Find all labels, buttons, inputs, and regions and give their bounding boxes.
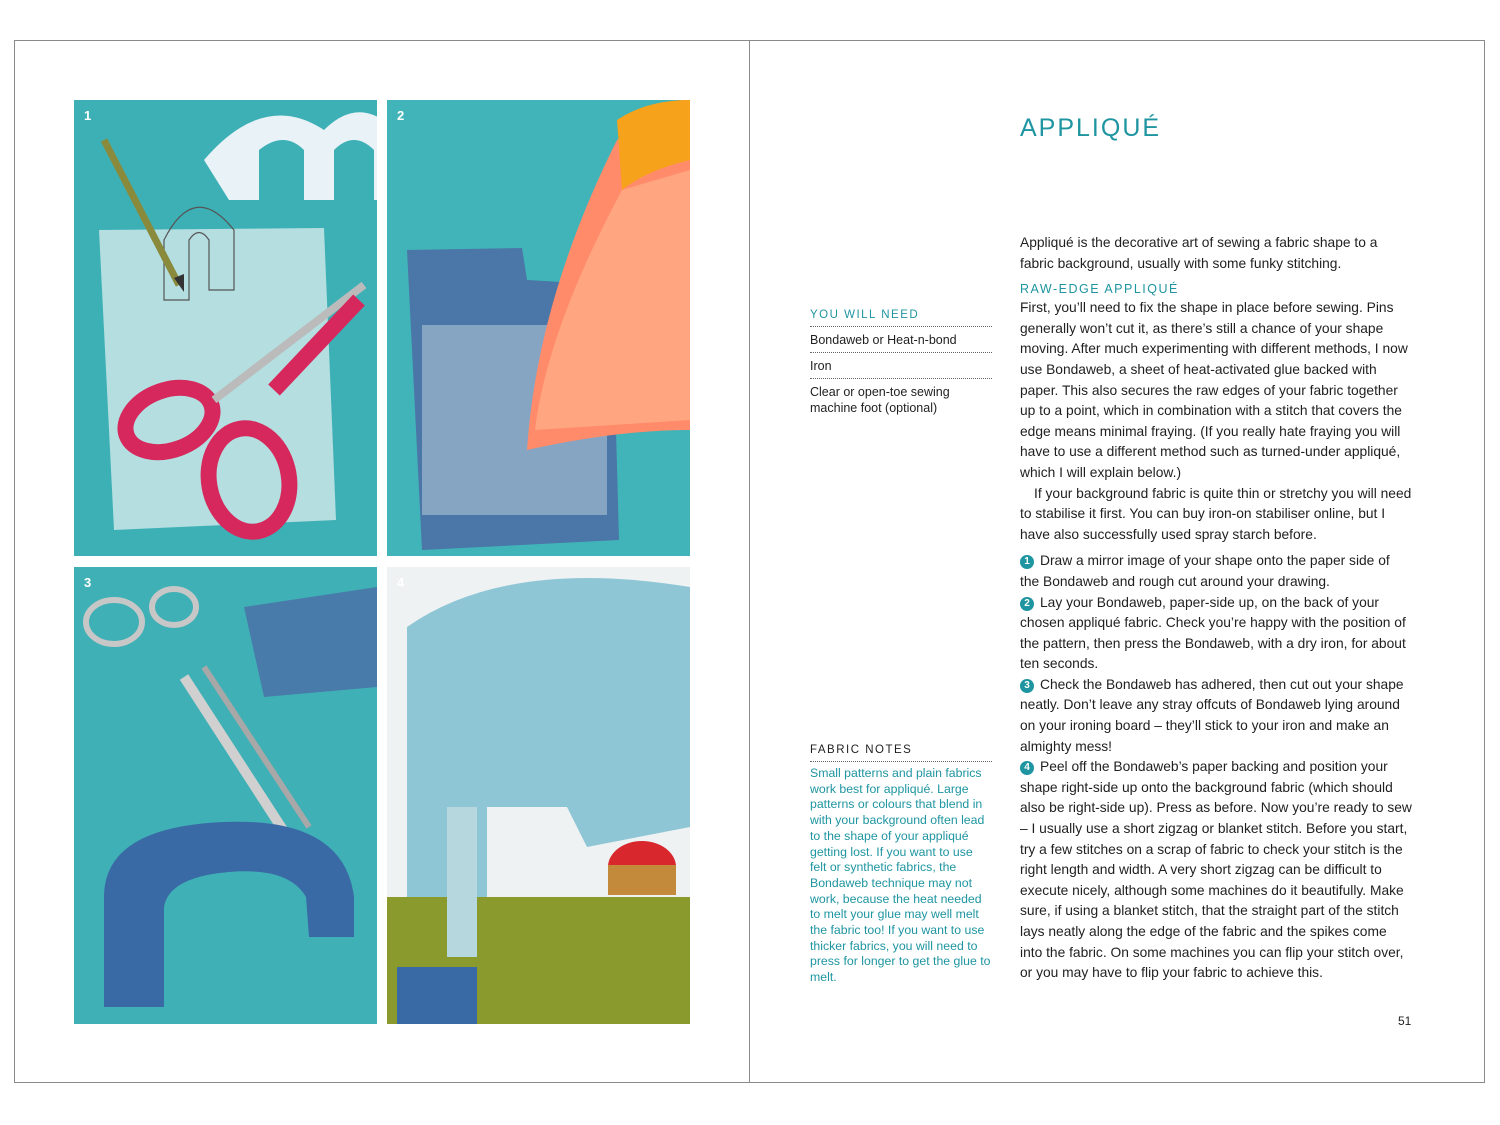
- step-text: Lay your Bondaweb, paper-side up, on the back of your chosen appliqué fabric. Check you’re happy with the position of the pattern, then press the Bondaweb, with a dry iron, for about ten seconds.: [1020, 594, 1406, 672]
- need-item: Clear or open-toe sewing machine foot (optional): [810, 385, 950, 415]
- fabric-notes-text: Small patterns and plain fabrics work best for appliqué. Large patterns or colours that blend in with your background often lead to the shape of your appliqué getting lost. If you want to use felt or synthetic fabrics, the Bondaweb technique may not work, because the heat needed to melt your glue may well melt the fabric too! If you want to use thicker fabrics, you will need to press for longer to get the glue to melt.: [810, 766, 991, 985]
- step-text: Draw a mirror image of your shape onto the paper side of the Bondaweb and rough cut around your drawing.: [1020, 553, 1390, 589]
- step-number-badge: 3: [1020, 679, 1034, 693]
- step-item: [1020, 757, 1412, 984]
- step-number-badge: 4: [1020, 761, 1034, 775]
- step-text: Check the Bondaweb has adhered, then cut out your shape neatly. Don’t leave any stray offcuts of Bondaweb lying around on your ironing board – they’ll stick to your iron and make an almighty mess!: [1020, 676, 1404, 754]
- sewing-machine-icon: [387, 567, 690, 1024]
- need-item: Iron: [810, 353, 992, 379]
- photo-2: [387, 100, 690, 556]
- page-title: APPLIQUÉ: [1020, 114, 1162, 142]
- step-number-badge: 1: [1020, 555, 1034, 569]
- fabric-scissors-icon: [74, 567, 377, 1024]
- step-item: [1020, 551, 1412, 592]
- photo-3: [74, 567, 377, 1024]
- you-will-need-heading: YOU WILL NEED: [810, 307, 992, 327]
- photo-number: 2: [397, 108, 405, 123]
- body-paragraph: If your background fabric is quite thin or stretchy you will need to stabilise it first. You can buy iron-on stabiliser online, but I have also successfully used spray starch before.: [1020, 485, 1412, 542]
- main-text: [1020, 233, 1412, 984]
- step-text: Peel off the Bondaweb’s paper backing and position your shape right-side up onto the background fabric (which should also be right-side up). Press as before. Now you’re ready to sew – I usually use a short zigzag or blanket stitch. Before you start, try a few stitches on a scrap of fabric to check your stitch is the right length and width. A very short zigzag can be difficult to execute nicely, although some machines do it beautifully. Make sure, if using a blanket stitch, that the straight part of the stitch lays neatly along the edge of the fabric and the spikes come into the fabric. On some machines you can flip your stitch over, or you may have to flip your fabric to achieve this.: [1020, 759, 1412, 981]
- step-item: [1020, 675, 1412, 757]
- photo-number: 4: [397, 575, 405, 590]
- intro-paragraph: Appliqué is the decorative art of sewing a fabric shape to a fabric background, usually with some funky stitching.: [1020, 235, 1378, 271]
- iron-icon: [387, 100, 690, 556]
- fabric-notes-heading: FABRIC NOTES: [810, 742, 992, 762]
- fabric-notes-box: [810, 742, 992, 986]
- page-gutter: [749, 40, 750, 1083]
- body-paragraph: First, you’ll need to fix the shape in place before sewing. Pins generally won’t cut it, as there’s still a chance of your shape moving. After much experimenting with different methods, I now use Bondaweb, a sheet of heat-activated glue backed with paper. This also secures the raw edges of your fabric together up to a point, which in combination with a stitch that covers the edge means minimal fraying. (If you really hate fraying you will have to use a different method such as turned-under appliqué, which I will explain below.): [1020, 300, 1408, 480]
- you-will-need-box: [810, 307, 992, 420]
- section-subheading: RAW-EDGE APPLIQUÉ: [1020, 282, 1179, 297]
- photo-1: [74, 100, 377, 556]
- photo-number: 1: [84, 108, 92, 123]
- need-item: Bondaweb or Heat-n-bond: [810, 327, 992, 353]
- photo-number: 3: [84, 575, 92, 590]
- step-number-badge: 2: [1020, 597, 1034, 611]
- pencil-scissors-icon: [74, 100, 377, 556]
- photo-4: [387, 567, 690, 1024]
- page-number: 51: [1398, 1014, 1412, 1028]
- step-item: [1020, 593, 1412, 675]
